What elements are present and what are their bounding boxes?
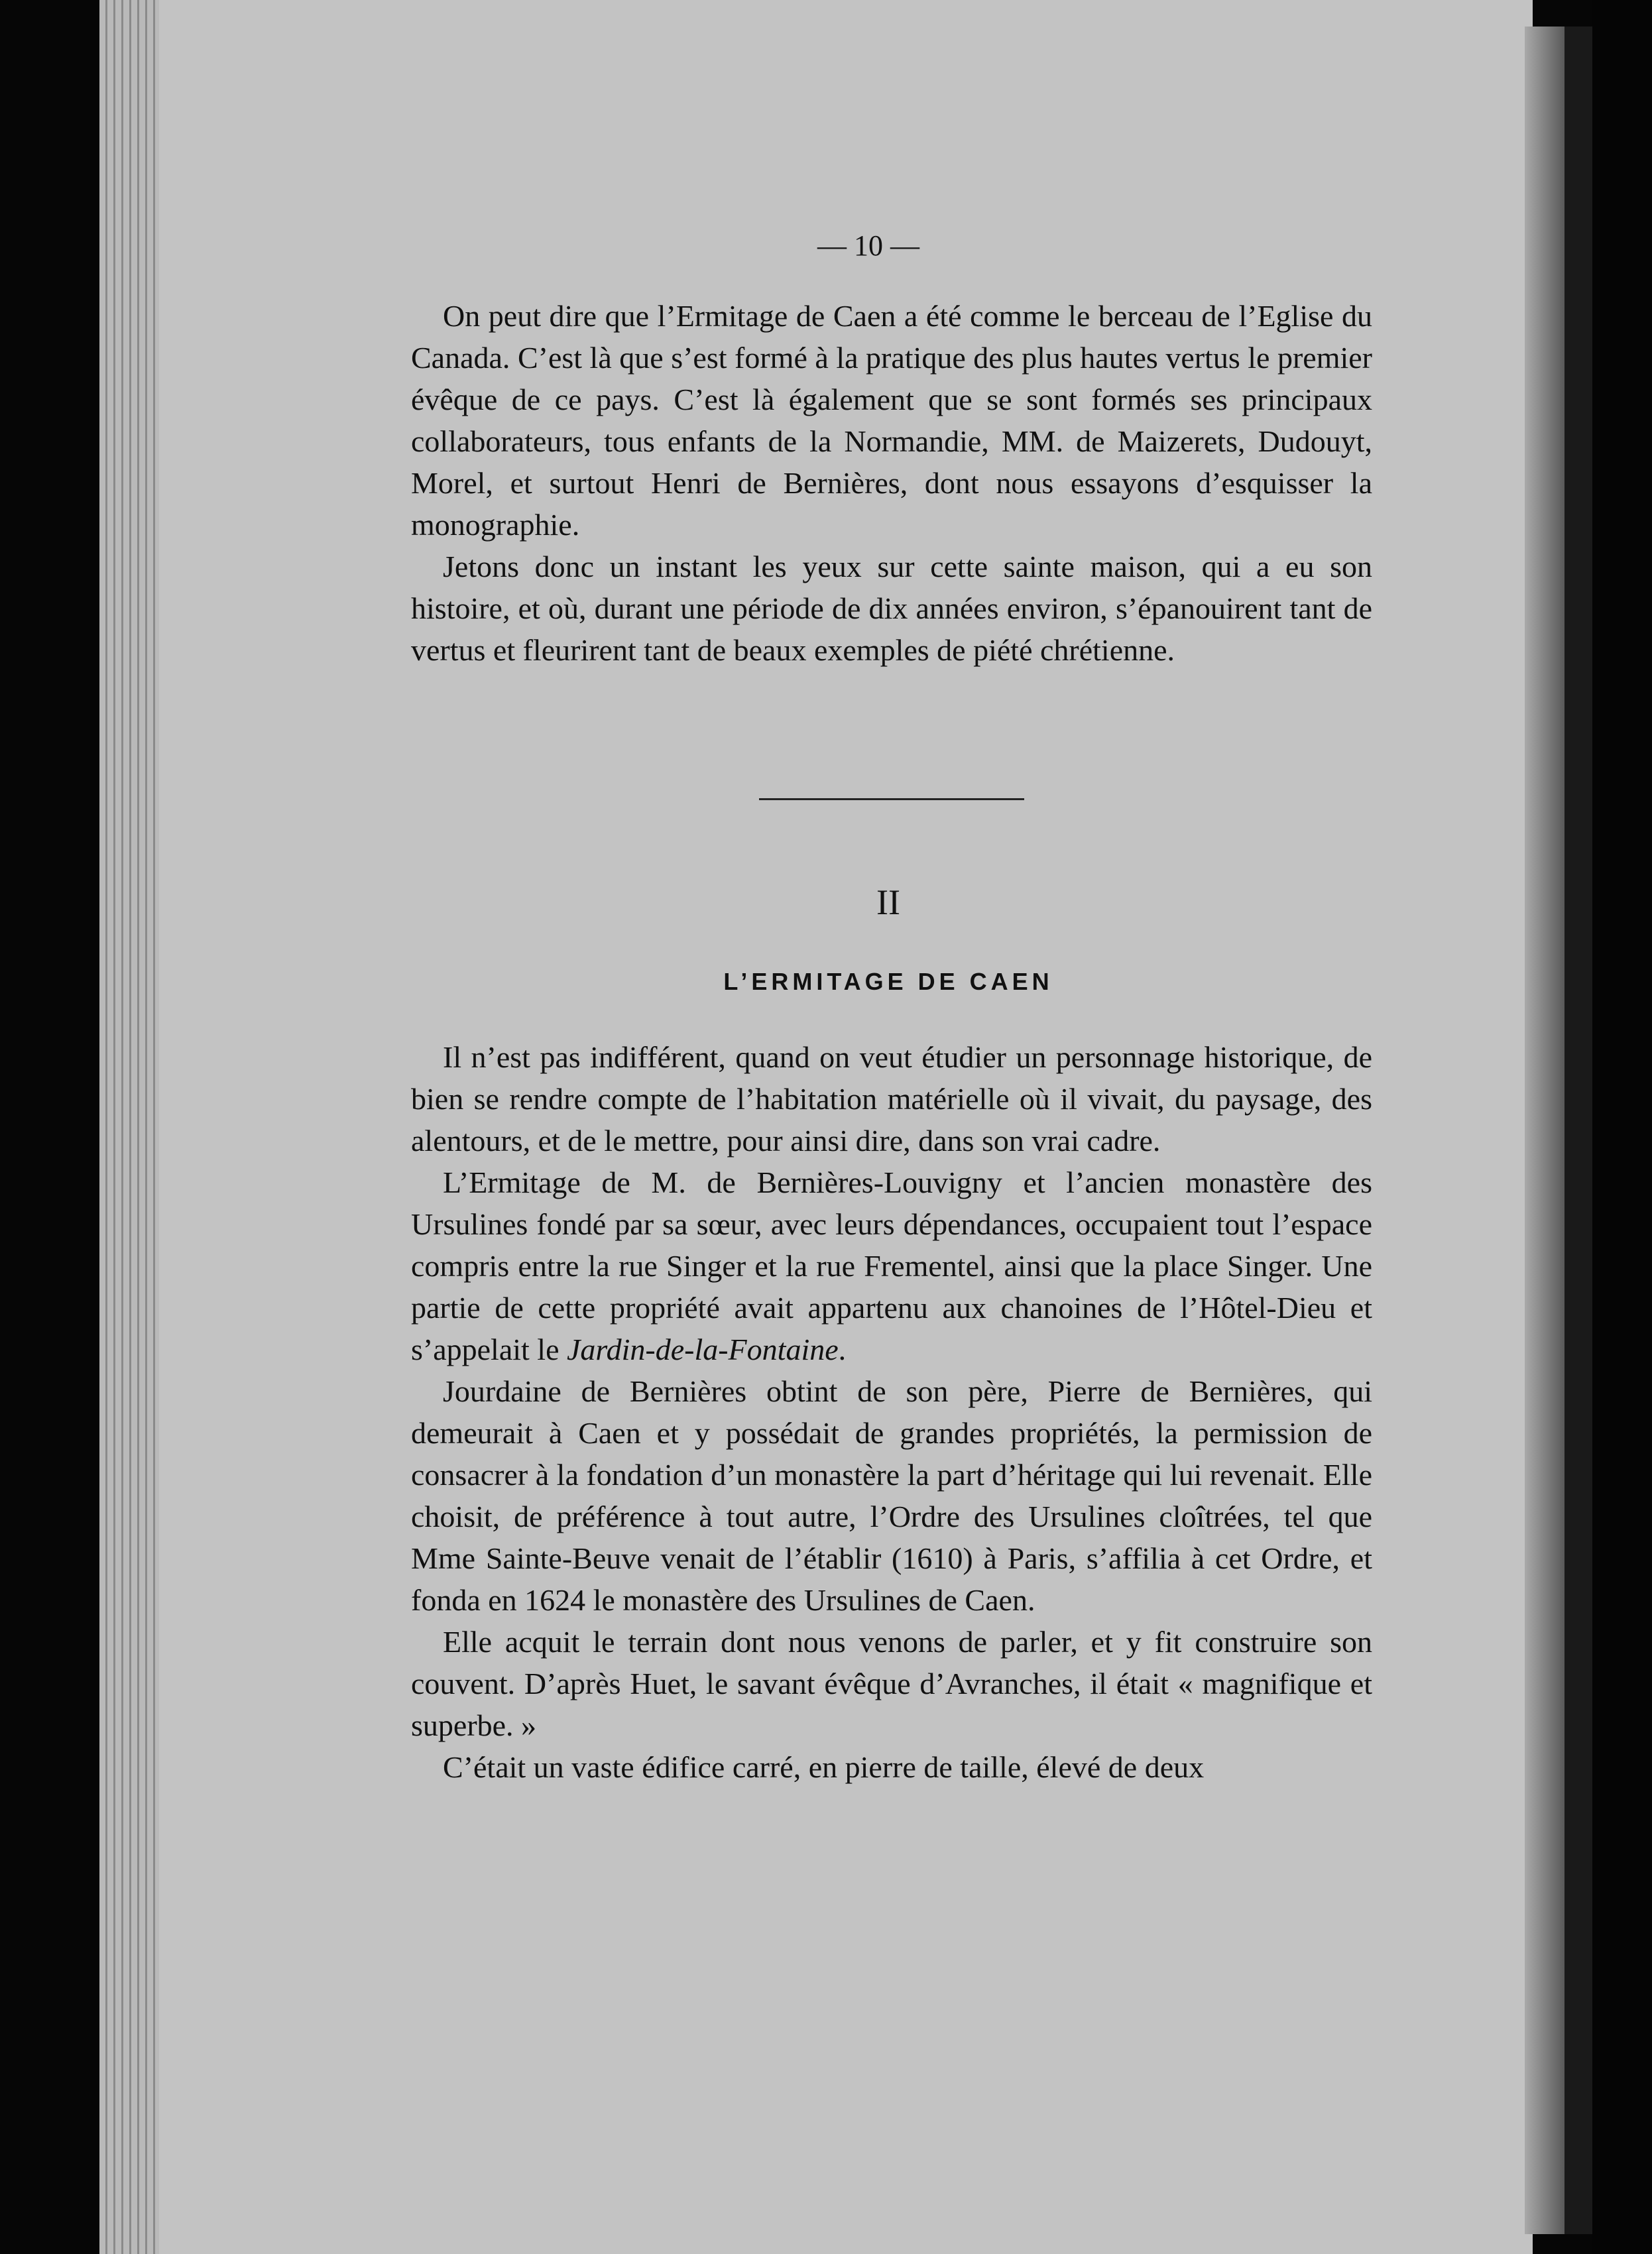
page-number: — 10 — [817,229,919,262]
body-paragraph-2-text: L’Ermitage de M. de Bernières-Louvigny et l’ancien monastère des Ursulines fondé par sa sœur, avec leurs dépendances, occupaient tout l’espace compris entre la rue Singer et la rue Frementel, ainsi que la place Singer. Une partie de cette propriété avait appartenu aux chanoines de l’Hôtel-Dieu et s’appelait le [411,1165,1372,1366]
body-paragraph-1: Il n’est pas indifférent, quand on veut étudier un personnage historique, de bien se rendre compte de l’habitation matérielle où il vivait, du paysage, des alentours, et de le mettre, pour ainsi dire, dans son vrai cadre. [411,1040,1372,1157]
section-number: II [876,882,900,922]
body-paragraph-4: Elle acquit le terrain dont nous venons de parler, et y fit construire son couvent. D’après Huet, le savant évêque d’Avranches, il était « magnifique et superbe. » [411,1625,1372,1742]
intro-paragraph-1: On peut dire que l’Ermitage de Caen a été comme le berceau de l’Eglise du Canada. C’est là que s’est formé à la pratique des plus hautes vertus le premier évêque de ce pays. C’est là également que se sont formés ses principaux collaborateurs, tous enfants de la Normandie, MM. de Maizerets, Dudouyt, Morel, et surtout Henri de Bernières, dont nous essayons d’esquisser la monographie. [411,299,1372,542]
section-divider [759,798,1024,800]
scan-right-edge [1592,0,1652,2254]
section-body [411,1036,1372,1788]
garden-name: Jardin-de-la-Fontaine [567,1333,839,1366]
intro-paragraph-2: Jetons donc un instant les yeux sur cette sainte maison, qui a eu son histoire, et où, durant une période de dix années environ, s’épanouirent tant de vertus et fleurirent tant de beaux exemples de piété chrétienne. [411,550,1372,667]
page-right-shadow [1525,27,1564,2234]
body-paragraph-2-end: . [838,1333,847,1366]
body-paragraph-2 [411,1161,1372,1370]
body-paragraph-3: Jourdaine de Bernières obtint de son père, Pierre de Bernières, qui demeurait à Caen et y possédait de grandes propriétés, la permission de consacrer à la fondation d’un monastère la part d’héritage qui lui revenait. Elle choisit, de préférence à tout autre, l’Ordre des Ursulines cloîtrées, tel que Mme Sainte-Beuve venait de l’établir (1610) à Paris, s’affilia à cet Ordre, et fonda en 1624 le monastère des Ursulines de Caen. [411,1374,1372,1617]
intro-text [411,295,1372,671]
body-paragraph-5: C’était un vaste édifice carré, en pierre de taille, élevé de deux [443,1750,1205,1784]
section-title: L’ERMITAGE DE CAEN [723,968,1053,995]
